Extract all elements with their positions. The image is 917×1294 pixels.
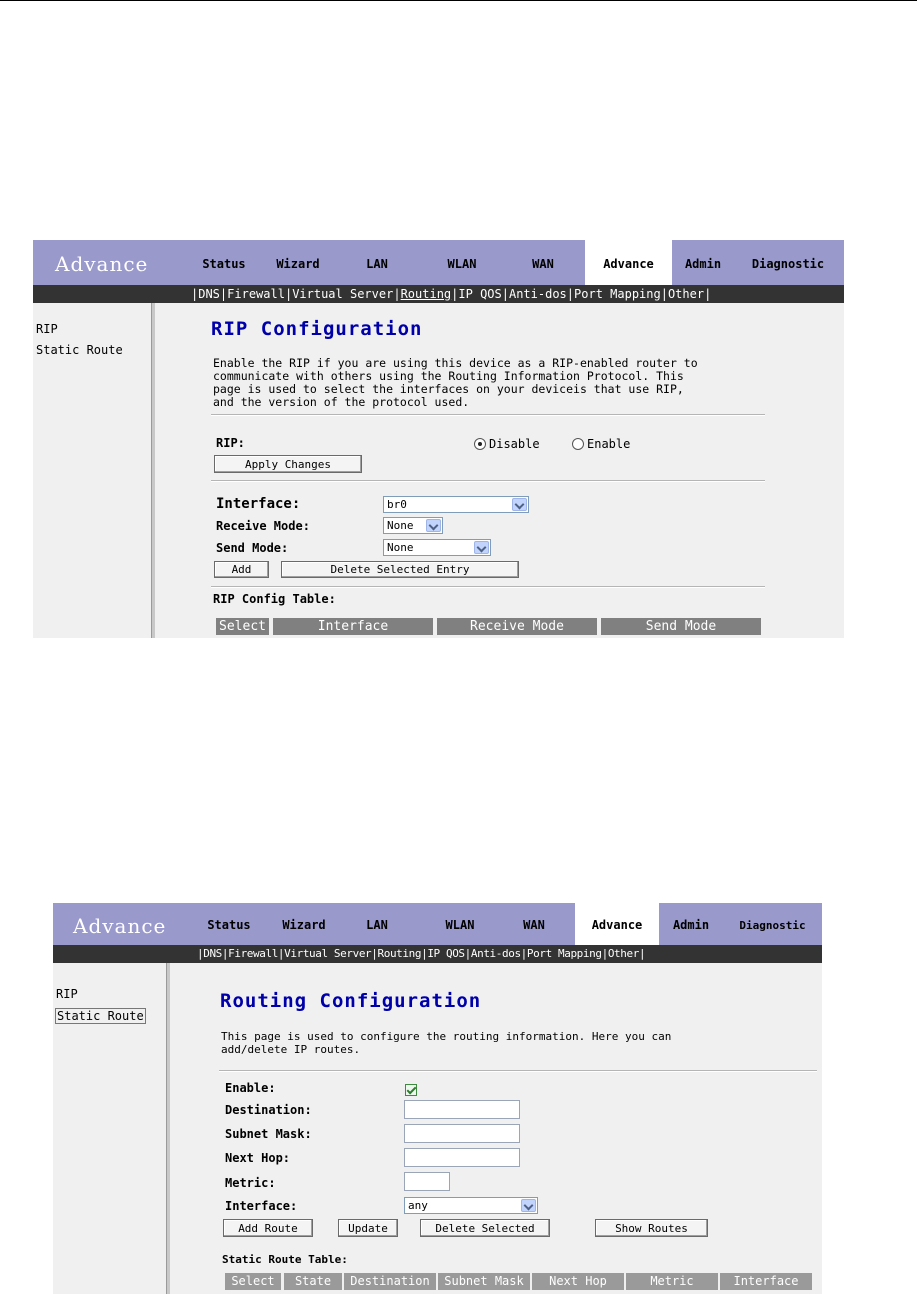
receive-mode-label: Receive Mode: (216, 519, 310, 533)
add-route-button[interactable]: Add Route (223, 1219, 313, 1237)
apply-changes-button[interactable]: Apply Changes (214, 455, 362, 473)
nav-tab-wizard[interactable]: Wizard (282, 918, 326, 932)
nav-tab-advance[interactable]: Advance (575, 903, 659, 945)
nav-tab-diagnostic[interactable]: Diagnostic (739, 919, 806, 932)
page-description: This page is used to configure the routing information. Here you can add/delete IP routes. (221, 1030, 672, 1056)
routing-configuration-screenshot (53, 903, 822, 1294)
subnav-port-mapping[interactable]: Port Mapping (574, 287, 661, 301)
rip-enable-radio[interactable] (572, 438, 584, 450)
subnav-routing[interactable]: Routing (377, 947, 422, 960)
brand-title: Advance (73, 914, 167, 938)
table-header-interface: Interface (273, 618, 433, 635)
table-header-send-mode: Send Mode (601, 618, 761, 635)
subnet-mask-input[interactable] (404, 1124, 520, 1143)
sidebar-item-static-route[interactable]: Static Route (36, 343, 123, 357)
subnav-ip-qos[interactable]: IP QOS (458, 287, 502, 301)
add-button[interactable]: Add (214, 561, 269, 578)
nav-tab-lan[interactable]: LAN (366, 257, 388, 271)
subnav-firewall[interactable]: Firewall (227, 287, 285, 301)
rip-disable-radio[interactable] (474, 438, 486, 450)
chevron-down-icon (474, 541, 489, 554)
nav-tab-wlan[interactable]: WLAN (447, 257, 477, 271)
rip-configuration-screenshot (33, 240, 844, 638)
interface-select[interactable]: br0 (383, 496, 529, 513)
table-header-interface: Interface (720, 1273, 812, 1290)
metric-label: Metric: (225, 1176, 276, 1190)
chevron-down-icon (426, 519, 441, 532)
page-top-rule (0, 0, 917, 1)
nav-tab-wan[interactable]: WAN (523, 918, 545, 932)
table-header-select: Select (225, 1273, 281, 1290)
page-title: RIP Configuration (211, 318, 423, 340)
subnav-firewall[interactable]: Firewall (228, 947, 278, 960)
subnav-other[interactable]: Other (607, 947, 639, 960)
subnav-dns[interactable]: DNS (198, 287, 220, 301)
subnav-other[interactable]: Other (667, 287, 705, 301)
rip-enable-label: Enable (587, 437, 631, 451)
next-hop-input[interactable] (404, 1148, 520, 1167)
nav-tab-lan[interactable]: LAN (366, 918, 388, 932)
destination-input[interactable] (404, 1100, 520, 1119)
top-nav-bar (33, 240, 844, 285)
table-header-destination: Destination (344, 1273, 436, 1290)
subnav-virtual-server[interactable]: Virtual Server (292, 287, 394, 301)
sidebar-divider (166, 963, 170, 1294)
divider (211, 414, 765, 416)
nav-tab-admin[interactable]: Admin (672, 918, 710, 932)
brand-title: Advance (55, 252, 149, 276)
table-title: Static Route Table: (222, 1253, 348, 1266)
destination-label: Destination: (225, 1103, 312, 1117)
subnav-port-mapping[interactable]: Port Mapping (526, 947, 602, 960)
update-button[interactable]: Update (338, 1219, 398, 1237)
table-header-next-hop: Next Hop (532, 1273, 624, 1290)
nav-tab-diagnostic[interactable]: Diagnostic (751, 257, 825, 271)
subnav-anti-dos[interactable]: Anti-dos (508, 287, 567, 301)
enable-checkbox[interactable] (405, 1084, 417, 1096)
subnav-routing[interactable]: Routing (400, 287, 452, 301)
table-header-select: Select (216, 618, 269, 635)
rip-label: RIP: (216, 436, 245, 450)
divider (219, 1070, 817, 1072)
interface-select[interactable]: any (404, 1197, 538, 1214)
divider (211, 480, 765, 482)
divider (211, 586, 765, 588)
table-header-state: State (284, 1273, 342, 1290)
interface-label: Interface: (225, 1199, 298, 1213)
chevron-down-icon (521, 1199, 536, 1212)
table-header-metric: Metric (626, 1273, 718, 1290)
sub-nav-bar: |DNS|Firewall|Virtual Server|Routing|IP QOS|Anti-dos|Port Mapping|Other| (33, 285, 844, 303)
subnav-virtual-server[interactable]: Virtual Server (284, 947, 372, 960)
nav-tab-status[interactable]: Status (207, 918, 251, 932)
rip-disable-label: Disable (489, 437, 540, 451)
top-nav-bar (53, 903, 822, 945)
subnet-mask-label: Subnet Mask: (225, 1127, 312, 1141)
delete-selected-entry-button[interactable]: Delete Selected Entry (281, 561, 519, 578)
chevron-down-icon (512, 498, 527, 511)
sidebar-item-static-route[interactable]: Static Route (57, 1009, 144, 1023)
page-title: Routing Configuration (220, 990, 482, 1012)
send-mode-label: Send Mode: (216, 541, 289, 555)
subnav-anti-dos[interactable]: Anti-dos (470, 947, 521, 960)
delete-selected-button[interactable]: Delete Selected (420, 1219, 550, 1237)
table-header-subnet-mask: Subnet Mask (438, 1273, 530, 1290)
show-routes-button[interactable]: Show Routes (595, 1219, 708, 1237)
sidebar-divider (151, 303, 155, 638)
table-header-receive-mode: Receive Mode (437, 618, 597, 635)
nav-tab-wizard[interactable]: Wizard (276, 257, 320, 271)
nav-tab-wan[interactable]: WAN (532, 257, 554, 271)
receive-mode-select[interactable]: None (383, 517, 443, 534)
sidebar-item-rip[interactable]: RIP (36, 322, 58, 336)
send-mode-select[interactable]: None (383, 539, 491, 556)
enable-label: Enable: (225, 1081, 276, 1095)
page-description: Enable the RIP if you are using this device as a RIP-enabled router to communicate with others using the Routing Information Protocol. This page is used to select the interfaces on your deviceis that use RIP, and the version of the protocol used. (213, 356, 698, 409)
subnav-dns[interactable]: DNS (203, 947, 222, 960)
subnav-ip-qos[interactable]: IP QOS (427, 947, 465, 960)
nav-tab-wlan[interactable]: WLAN (445, 918, 475, 932)
nav-tab-admin[interactable]: Admin (684, 257, 722, 271)
sidebar-item-rip[interactable]: RIP (56, 987, 78, 1001)
nav-tab-status[interactable]: Status (202, 257, 246, 271)
next-hop-label: Next Hop: (225, 1151, 291, 1165)
table-title: RIP Config Table: (213, 592, 336, 606)
interface-label: Interface: (216, 496, 301, 512)
metric-input[interactable] (404, 1172, 450, 1191)
sub-nav-bar: |DNS|Firewall|Virtual Server|Routing|IP QOS|Anti-dos|Port Mapping|Other| (53, 945, 822, 963)
nav-tab-advance[interactable]: Advance (585, 240, 672, 285)
